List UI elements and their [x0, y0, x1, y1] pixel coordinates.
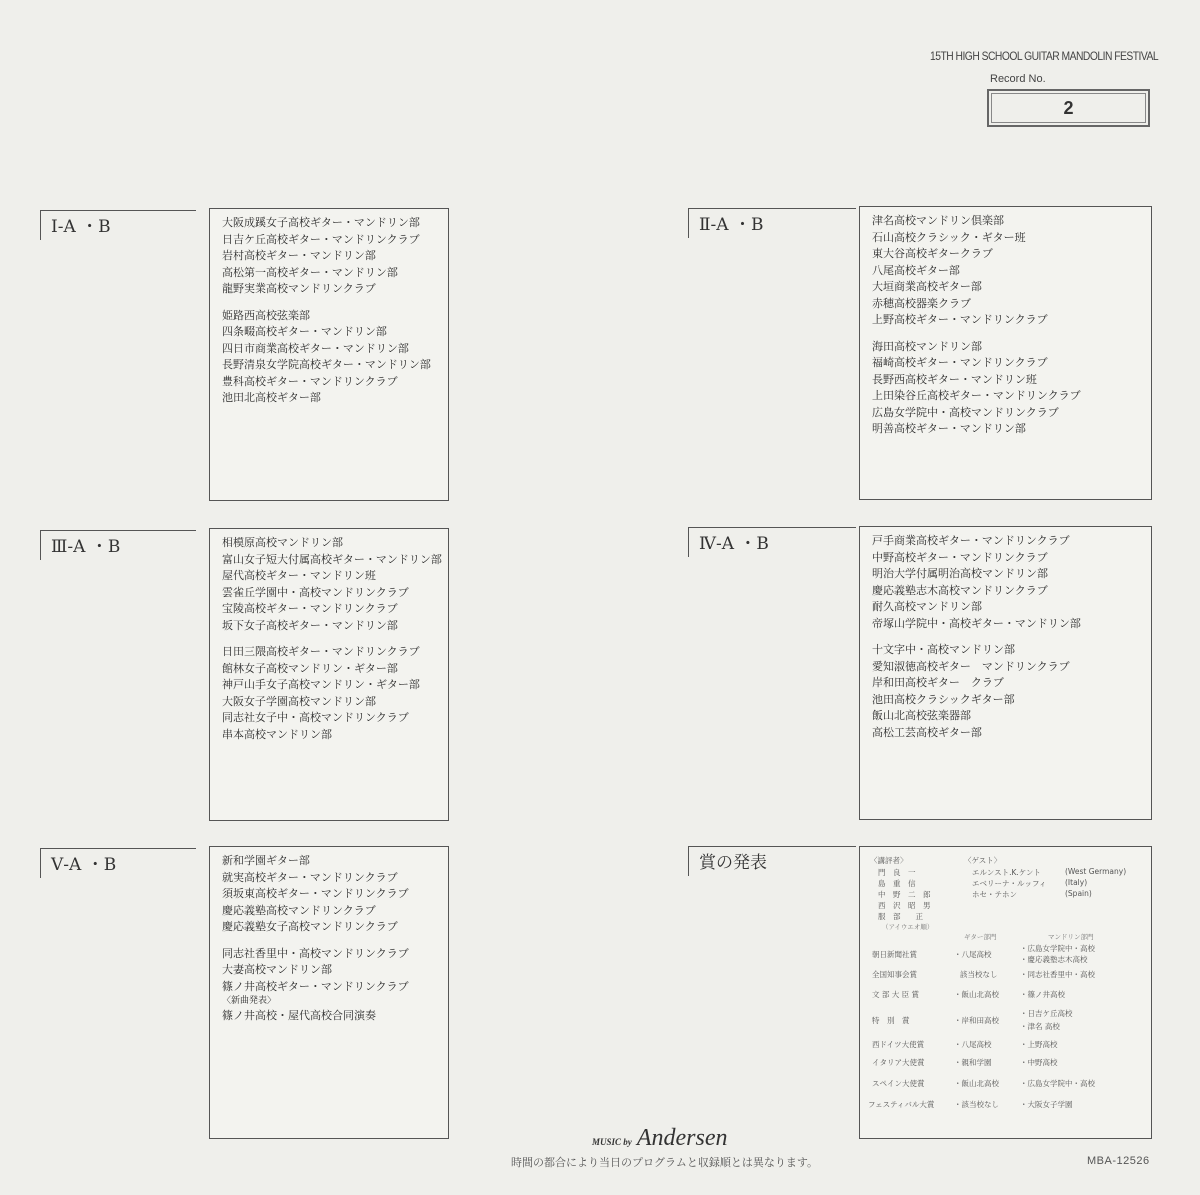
guest-country: (West Germany): [1065, 867, 1127, 876]
award-name: 全国知事会賞: [872, 970, 917, 979]
list-item: 高松第一高校ギター・マンドリン部: [222, 265, 398, 279]
award-guitar: ・飯山北高校: [954, 990, 999, 999]
list-item: 八尾高校ギター部: [872, 263, 960, 277]
section-5-list: [209, 846, 449, 1139]
section-4-label: Ⅳ-A ・B: [688, 527, 856, 557]
list-item: 富山女子短大付属高校ギター・マンドリン部: [222, 552, 442, 566]
record-no-box: [987, 89, 1150, 127]
list-item: 同志社香里中・高校マンドリンクラブ: [222, 946, 409, 960]
record-no-label: Record No.: [990, 73, 1046, 85]
award-guitar: 該当校なし: [960, 970, 998, 979]
section-1-list: [209, 208, 449, 501]
guitar-column-header: ギター部門: [964, 933, 997, 941]
list-item: 岩村高校ギター・マンドリン部: [222, 249, 376, 262]
list-item: 岸和田高校ギター クラブ: [872, 676, 1004, 689]
list-item: 長野西高校ギター・マンドリン班: [872, 372, 1037, 386]
list-item: 大阪女子学園高校マンドリン部: [222, 694, 376, 708]
judges-heading: 〈講評者〉: [870, 856, 908, 865]
award-guitar: ・飯山北高校: [954, 1079, 999, 1088]
list-item: 篠ノ井高校ギター・マンドリンクラブ: [222, 979, 409, 993]
award-mandolin: ・慶応義塾志木高校: [1020, 955, 1088, 964]
section-3-label: Ⅲ-A ・B: [40, 530, 196, 560]
guest-name: エルンスト.K.ケント: [972, 868, 1041, 877]
award-name: フェスティバル大賞: [868, 1100, 935, 1109]
judge-name: 島 重 信: [878, 879, 916, 888]
award-name: スペイン大使賞: [872, 1079, 925, 1088]
section-3-list: [209, 528, 449, 821]
list-item: 豊科高校ギター・マンドリンクラブ: [222, 374, 398, 388]
list-item: 四日市商業高校ギター・マンドリン部: [222, 341, 409, 355]
logo-name: Andersen: [636, 1125, 728, 1151]
logo-prefix: MUSIC by: [592, 1137, 632, 1147]
list-item: 館林女子高校マンドリン・ギター部: [222, 661, 398, 675]
list-item: 慶応義塾高校マンドリンクラブ: [222, 903, 376, 917]
awards-panel: [859, 846, 1152, 1139]
award-mandolin: ・広島女学院中・高校: [1020, 1079, 1095, 1088]
list-item: 帝塚山学院中・高校ギター・マンドリン部: [872, 616, 1081, 630]
guest-country: (Italy): [1065, 878, 1088, 887]
list-item: 宝陵高校ギター・マンドリンクラブ: [222, 602, 398, 615]
list-item: 耐久高校マンドリン部: [872, 600, 982, 613]
judge-name: 服 部 正: [878, 912, 923, 921]
section-4-list: [859, 526, 1152, 820]
list-item: 同志社女子中・高校マンドリンクラブ: [222, 711, 409, 724]
list-item: 明治大学付属明治高校マンドリン部: [872, 567, 1048, 580]
program-note: 時間の都合により当日のプログラムと収録順とは異なります。: [511, 1156, 819, 1169]
list-item: 大垣商業高校ギター部: [872, 280, 982, 293]
catalog-number: MBA-12526: [1087, 1155, 1150, 1167]
new-piece-note: 〈新曲発表〉: [222, 996, 277, 1006]
list-item: 十文字中・高校マンドリン部: [872, 643, 1015, 656]
andersen-logo: [592, 1125, 728, 1152]
section-1-label: Ⅰ-A ・B: [40, 210, 196, 240]
list-item: 串本高校マンドリン部: [222, 727, 332, 741]
list-item: 長野清泉女学院高校ギター・マンドリン部: [222, 358, 431, 371]
award-name: 西ドイツ大使賞: [872, 1040, 925, 1049]
list-item: 四条畷高校ギター・マンドリン部: [222, 325, 387, 338]
guest-country: (Spain): [1065, 889, 1092, 898]
list-item: 津名高校マンドリン倶楽部: [872, 214, 1004, 227]
list-item: 大妻高校マンドリン部: [222, 963, 332, 976]
section-5-label: Ⅴ-A ・B: [40, 848, 196, 878]
award-mandolin: ・同志社香里中・高校: [1020, 970, 1095, 979]
list-item: 龍野実業高校マンドリンクラブ: [222, 282, 376, 295]
judge-name: 門 良 一: [878, 868, 916, 877]
list-item: 新和学園ギター部: [222, 854, 310, 867]
award-guitar: ・岸和田高校: [954, 1016, 999, 1025]
guest-name: エベリーナ・ルッフィ: [972, 879, 1047, 888]
record-no-value: 2: [1063, 97, 1074, 118]
award-mandolin: ・大阪女子学園: [1020, 1100, 1073, 1109]
award-mandolin: ・日吉ケ丘高校: [1020, 1009, 1073, 1018]
section-2-list: [859, 206, 1152, 500]
award-guitar: ・該当校なし: [954, 1100, 999, 1109]
judge-name: 西 沢 昭 男: [878, 901, 931, 910]
award-guitar: ・親和学園: [954, 1058, 992, 1067]
award-mandolin: ・津名 高校: [1020, 1022, 1060, 1031]
award-guitar: ・八尾高校: [954, 950, 992, 959]
list-item: 愛知淑徳高校ギター マンドリンクラブ: [872, 659, 1070, 673]
award-name: イタリア大使賞: [872, 1058, 925, 1067]
list-item: 屋代高校ギター・マンドリン班: [222, 569, 376, 582]
judge-name: 中 野 二 郎: [878, 890, 931, 899]
list-item: 赤穂高校器楽クラブ: [872, 296, 971, 310]
list-item: 慶応義塾女子高校マンドリンクラブ: [222, 920, 398, 933]
list-item: 神戸山手女子高校マンドリン・ギター部: [222, 678, 420, 691]
list-item: 相模原高校マンドリン部: [222, 536, 343, 549]
list-item: 戸手商業高校ギター・マンドリンクラブ: [872, 534, 1070, 547]
mandolin-column-header: マンドリン部門: [1048, 933, 1094, 941]
list-item: 日田三隈高校ギター・マンドリンクラブ: [222, 645, 420, 658]
section-2-label: Ⅱ-A ・B: [688, 208, 856, 238]
list-item: 姫路西高校弦楽部: [222, 308, 310, 322]
award-mandolin: ・上野高校: [1020, 1040, 1058, 1049]
award-name: 特 別 賞: [872, 1016, 910, 1025]
list-item: 大阪成蹊女子高校ギター・マンドリン部: [222, 216, 420, 229]
award-mandolin: ・中野高校: [1020, 1058, 1058, 1067]
award-name: 文 部 大 臣 賞: [872, 990, 920, 999]
list-item: 雲雀丘学園中・高校マンドリンクラブ: [222, 585, 409, 599]
awards-label: 賞の発表: [688, 846, 856, 876]
festival-title: 15TH HIGH SCHOOL GUITAR MANDOLIN FESTIVAL: [930, 49, 1159, 63]
list-item: 池田北高校ギター部: [222, 391, 321, 404]
list-item: 海田高校マンドリン部: [872, 339, 982, 353]
guests-heading: 〈ゲスト〉: [964, 856, 1002, 865]
list-item: 上野高校ギター・マンドリンクラブ: [872, 313, 1048, 326]
list-item: 中野高校ギター・マンドリンクラブ: [872, 550, 1048, 564]
award-name: 朝日新聞社賞: [872, 950, 917, 959]
award-mandolin: ・篠ノ井高校: [1020, 990, 1065, 999]
list-item: 坂下女子高校ギター・マンドリン部: [222, 618, 398, 632]
judges-note: （アイウエオ順）: [882, 923, 934, 931]
list-item: 明善高校ギター・マンドリン部: [872, 422, 1026, 435]
list-item: 日吉ケ丘高校ギター・マンドリンクラブ: [222, 232, 420, 246]
award-mandolin: ・広島女学院中・高校: [1020, 944, 1095, 953]
list-item: 高松工芸高校ギター部: [872, 725, 982, 739]
list-item: 篠ノ井高校・屋代高校合同演奏: [222, 1009, 376, 1022]
list-item: 上田染谷丘高校ギター・マンドリンクラブ: [872, 389, 1081, 402]
list-item: 池田高校クラシックギター部: [872, 692, 1015, 706]
list-item: 東大谷高校ギタークラブ: [872, 247, 993, 260]
list-item: 就実高校ギター・マンドリンクラブ: [222, 870, 398, 884]
list-item: 石山高校クラシック・ギター班: [872, 230, 1026, 244]
guest-name: ホセ・テホン: [972, 890, 1017, 899]
list-item: 福崎高校ギター・マンドリンクラブ: [872, 356, 1048, 369]
list-item: 広島女学院中・高校マンドリンクラブ: [872, 405, 1059, 419]
list-item: 須坂東高校ギター・マンドリンクラブ: [222, 887, 409, 900]
list-item: 慶応義塾志木高校マンドリンクラブ: [872, 583, 1048, 597]
list-item: 飯山北高校弦楽器部: [872, 709, 971, 722]
award-guitar: ・八尾高校: [954, 1040, 992, 1049]
